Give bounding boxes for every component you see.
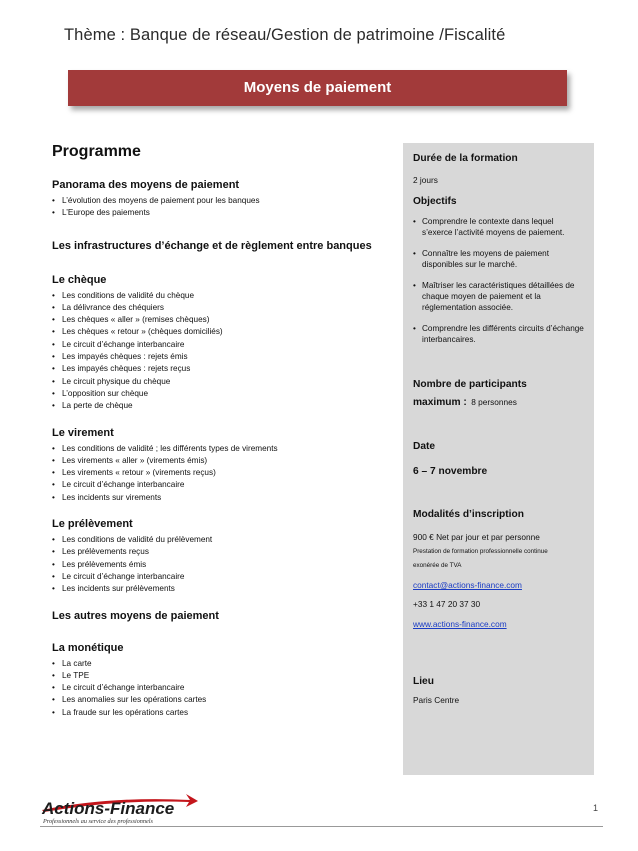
list-item: • L’opposition sur chèque [52,388,392,400]
list-item: • Les incidents sur prélèvements [52,583,392,595]
list-item: • Les chèques « retour » (chèques domiciliés) [52,326,392,338]
section-autres [52,610,392,622]
section-title: Le prélèvement [52,518,133,531]
list-item: • Le TPE [52,670,392,682]
list-item: • Le circuit d’échange interbancaire [52,479,392,491]
list-item: • Les virements « retour » (virements reçus) [52,467,392,479]
duree-label: Durée de la formation [413,153,518,164]
list-item: • Les incidents sur virements [52,492,392,504]
participants-label: Nombre de participants [413,378,527,390]
duree-value: 2 jours [413,175,438,185]
list-item: • Les impayés chèques : rejets émis [52,351,392,363]
section-monetique [52,642,392,719]
list-item: • Comprendre le contexte dans lequel s’exerce l’activité moyens de paiement. [413,216,586,239]
lieu-label: Lieu [413,675,434,687]
list-item: • Le circuit d’échange interbancaire [52,339,392,351]
actions-finance-logo [40,790,200,826]
page-number: 1 [593,803,599,813]
programme-column [52,143,392,733]
list-item: • La perte de chèque [52,400,392,412]
footer-divider [40,826,603,827]
list-item: • Le circuit d’échange interbancaire [52,682,392,694]
participants-value: 8 personnes [471,396,517,407]
list-item: • L’Europe des paiements [52,207,392,219]
list-item: • Les conditions de validité du chèque [52,290,392,302]
price-text: 900 € Net par jour et par personne [413,531,540,542]
section-title: La monétique [52,641,124,654]
objectifs-list [413,216,586,346]
list-item: • Les prélèvements reçus [52,546,392,558]
email-link[interactable]: contact@actions-finance.com [413,579,522,590]
list-item: • Comprendre les différents circuits d’échange interbancaires. [413,323,586,346]
date-label: Date [413,440,436,452]
list-item: • Les virements « aller » (virements émis) [52,455,392,467]
list-item: • Les prélèvements émis [52,559,392,571]
logo-tagline: Professionnels au service des professionnels [43,818,153,825]
logo-graphic [40,790,200,826]
modalites-label: Modalités d’inscription [413,508,524,520]
list-item: • Les conditions de validité du prélèvement [52,534,392,546]
section-title: Les infrastructures d’échange et de règlement entre banques [52,239,372,252]
section-title: Les autres moyens de paiement [52,609,219,622]
list-item: • La délivrance des chéquiers [52,302,392,314]
section-title: Le chèque [52,273,107,286]
logo-name: Actions-Finance [42,799,175,818]
date-value: 6 – 7 novembre [413,465,488,477]
list-item: • Le circuit d’échange interbancaire [52,571,392,583]
list-item: • Le circuit physique du chèque [52,376,392,388]
list-item: • Les anomalies sur les opérations cartes [52,694,392,706]
phone-number: +33 1 47 20 37 30 [413,598,481,609]
section-prelevement [52,518,392,595]
lieu-value: Paris Centre [413,694,460,705]
participants-label-max: maximum : [413,396,467,408]
title-banner: Moyens de paiement [68,70,567,106]
tva-note: Prestation de formation professionnelle continue [413,547,548,555]
list-item: • Les chèques « aller » (remises chèques) [52,314,392,326]
info-sidebar [403,143,594,775]
list-item: • La fraude sur les opérations cartes [52,707,392,719]
website-link[interactable]: www.actions-finance.com [413,618,507,629]
list-item: • Les impayés chèques : rejets reçus [52,363,392,375]
section-panorama [52,179,392,220]
section-title: Le virement [52,426,114,439]
tva-note: exonérée de TVA [413,561,462,569]
section-virement [52,427,392,504]
list-item: • Connaître les moyens de paiement disponibles sur le marché. [413,248,586,271]
section-cheque [52,274,392,413]
list-item: • La carte [52,658,392,670]
list-item: • Maîtriser les caractéristiques détaillées de chaque moyen de paiement et la réglementation associée. [413,280,586,314]
programme-title: Programme [52,143,141,160]
list-item: • L’évolution des moyens de paiement pour les banques [52,195,392,207]
page-theme: Thème : Banque de réseau/Gestion de patrimoine /Fiscalité [64,26,506,44]
objectifs-label: Objectifs [413,196,457,207]
section-infrastructures [52,240,392,252]
list-item: • Les conditions de validité ; les différents types de virements [52,443,392,455]
section-title: Panorama des moyens de paiement [52,179,240,191]
